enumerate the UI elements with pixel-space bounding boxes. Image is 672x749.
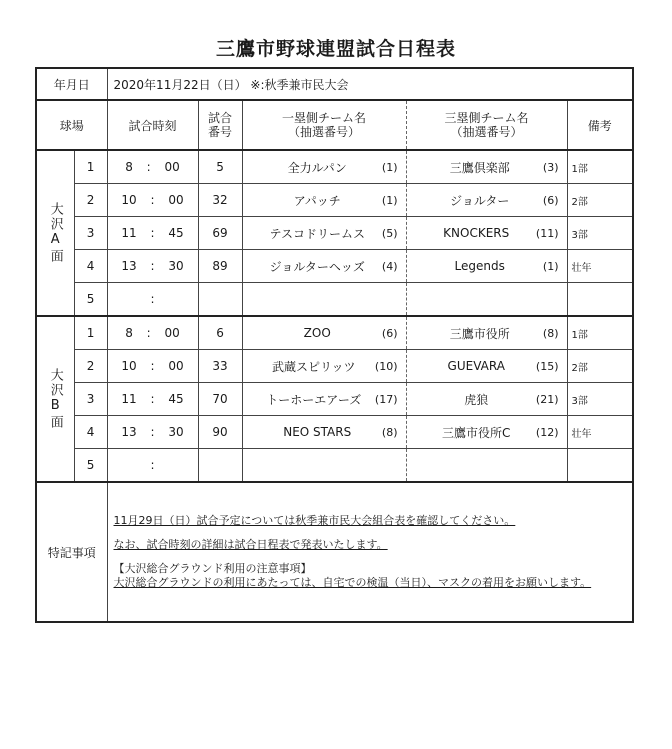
first-team-seed: (1)	[381, 193, 398, 207]
game-number	[198, 449, 242, 483]
first-team-cell	[242, 150, 406, 184]
game-time: 11 : 45	[107, 217, 198, 250]
first-team-cell	[242, 184, 406, 217]
third-team-name: 三鷹市役所	[449, 326, 510, 341]
third-team-name: KNOCKERS	[443, 226, 510, 240]
game-time: :	[107, 449, 198, 483]
first-team-name: ZOO	[303, 326, 331, 340]
third-team-name: ジョルター	[450, 193, 510, 208]
slot-number: 2	[74, 350, 107, 383]
header-game-no-line1: 試合	[208, 111, 233, 125]
game-number: 6	[198, 316, 242, 350]
first-team-seed: (8)	[381, 425, 398, 439]
game-time: 8 : 00	[107, 316, 198, 350]
slot-number: 1	[74, 150, 107, 184]
game-time: :	[107, 283, 198, 317]
slot-number: 1	[74, 316, 107, 350]
notes-content	[107, 482, 633, 622]
table-row	[36, 283, 633, 317]
table-row	[36, 150, 633, 184]
remark: 壮年	[567, 250, 633, 283]
remark: 3部	[567, 217, 633, 250]
first-team-seed: (1)	[381, 160, 398, 174]
first-team-name: NEO STARS	[283, 425, 352, 439]
field-label-b	[36, 316, 74, 482]
table-row	[36, 316, 633, 350]
third-team-name: 三鷹市役所C	[442, 425, 511, 440]
remark: 1部	[567, 150, 633, 184]
first-team-name: 全力ルパン	[287, 160, 347, 175]
third-team-cell	[406, 383, 567, 416]
game-time: 8 : 00	[107, 150, 198, 184]
date-value: 2020年11月22日（日） ※:秋季兼市民大会	[107, 68, 633, 100]
third-team-cell	[406, 416, 567, 449]
header-field: 球場	[36, 100, 107, 150]
first-team-seed: (17)	[374, 392, 398, 406]
field-name: 大沢B面	[47, 368, 63, 430]
game-time: 13 : 30	[107, 416, 198, 449]
game-number: 33	[198, 350, 242, 383]
first-team-cell	[242, 250, 406, 283]
third-team-cell	[406, 250, 567, 283]
third-team-name: 虎狼	[464, 392, 489, 407]
third-team-cell	[406, 150, 567, 184]
header-third-team-line1: 三塁側チーム名	[444, 111, 529, 125]
notes-line: 【大沢総合グラウンド利用の注意事項】	[113, 562, 312, 575]
third-team-seed: (21)	[535, 392, 559, 406]
header-first-team-line1: 一塁側チーム名	[282, 111, 367, 125]
game-number	[198, 283, 242, 317]
slot-number: 2	[74, 184, 107, 217]
game-number: 5	[198, 150, 242, 184]
table-row	[36, 416, 633, 449]
remark: 2部	[567, 184, 633, 217]
header-first-team-line2: （抽選番号）	[288, 125, 361, 139]
third-team-seed: (11)	[535, 226, 559, 240]
third-team-seed: (6)	[542, 193, 559, 207]
slot-number: 3	[74, 383, 107, 416]
game-time: 13 : 30	[107, 250, 198, 283]
first-team-name: テスコドリームス	[269, 226, 365, 241]
header-third-team	[406, 100, 567, 150]
slot-number: 4	[74, 416, 107, 449]
header-time: 試合時刻	[107, 100, 198, 150]
header-first-team	[242, 100, 406, 150]
remark	[567, 449, 633, 483]
game-number: 70	[198, 383, 242, 416]
first-team-cell	[242, 217, 406, 250]
first-team-name: アパッチ	[293, 193, 341, 208]
field-name: 大沢A面	[47, 202, 63, 264]
first-team-cell	[242, 350, 406, 383]
game-number: 90	[198, 416, 242, 449]
third-team-name: 三鷹倶楽部	[449, 160, 510, 175]
header-third-team-line2: （抽選番号）	[450, 125, 523, 139]
first-team-name: トーホーエアーズ	[266, 392, 362, 407]
first-team-seed: (4)	[381, 259, 398, 273]
first-team-cell	[242, 316, 406, 350]
first-team-cell	[242, 283, 406, 317]
third-team-cell	[406, 316, 567, 350]
header-game-no	[198, 100, 242, 150]
third-team-seed: (3)	[542, 160, 559, 174]
remark: 壮年	[567, 416, 633, 449]
page-title: 三鷹市野球連盟試合日程表	[215, 38, 456, 60]
third-team-cell	[406, 449, 567, 483]
first-team-seed: (6)	[381, 326, 398, 340]
table-row	[36, 449, 633, 483]
remark: 2部	[567, 350, 633, 383]
game-number: 89	[198, 250, 242, 283]
field-label-a	[36, 150, 74, 316]
table-row	[36, 383, 633, 416]
slot-number: 3	[74, 217, 107, 250]
game-number: 32	[198, 184, 242, 217]
remark	[567, 283, 633, 317]
game-time: 11 : 45	[107, 383, 198, 416]
slot-number: 5	[74, 449, 107, 483]
third-team-cell	[406, 283, 567, 317]
slot-number: 4	[74, 250, 107, 283]
third-team-cell	[406, 184, 567, 217]
table-row	[36, 250, 633, 283]
third-team-name: Legends	[454, 259, 505, 273]
third-team-name: GUEVARA	[447, 359, 505, 373]
header-remarks: 備考	[567, 100, 633, 150]
first-team-seed: (5)	[381, 226, 398, 240]
header-game-no-line2: 番号	[208, 125, 233, 139]
table-row	[36, 217, 633, 250]
game-time: 10 : 00	[107, 184, 198, 217]
third-team-seed: (1)	[542, 259, 559, 273]
first-team-cell	[242, 416, 406, 449]
first-team-name: 武蔵スピリッツ	[271, 359, 356, 374]
notes-line: 11月29日（日）試合予定については秋季兼市民大会組合表を確認してください。	[113, 514, 516, 527]
first-team-name: ジョルターヘッズ	[269, 259, 365, 274]
game-number: 69	[198, 217, 242, 250]
notes-label: 特記事項	[36, 482, 107, 622]
table-row	[36, 350, 633, 383]
first-team-cell	[242, 449, 406, 483]
third-team-seed: (8)	[542, 326, 559, 340]
third-team-seed: (15)	[535, 359, 559, 373]
notes-line: なお、試合時刻の詳細は試合日程表で発表いたします。	[113, 538, 388, 551]
game-time: 10 : 00	[107, 350, 198, 383]
first-team-cell	[242, 383, 406, 416]
first-team-seed: (10)	[374, 359, 398, 373]
remark: 1部	[567, 316, 633, 350]
slot-number: 5	[74, 283, 107, 317]
table-row	[36, 184, 633, 217]
remark: 3部	[567, 383, 633, 416]
date-label: 年月日	[36, 68, 107, 100]
schedule-table	[35, 67, 634, 623]
third-team-seed: (12)	[535, 425, 559, 439]
third-team-cell	[406, 350, 567, 383]
notes-line: 大沢総合グラウンドの利用にあたっては、自宅での検温（当日）、マスクの着用をお願いします。	[113, 576, 592, 589]
third-team-cell	[406, 217, 567, 250]
